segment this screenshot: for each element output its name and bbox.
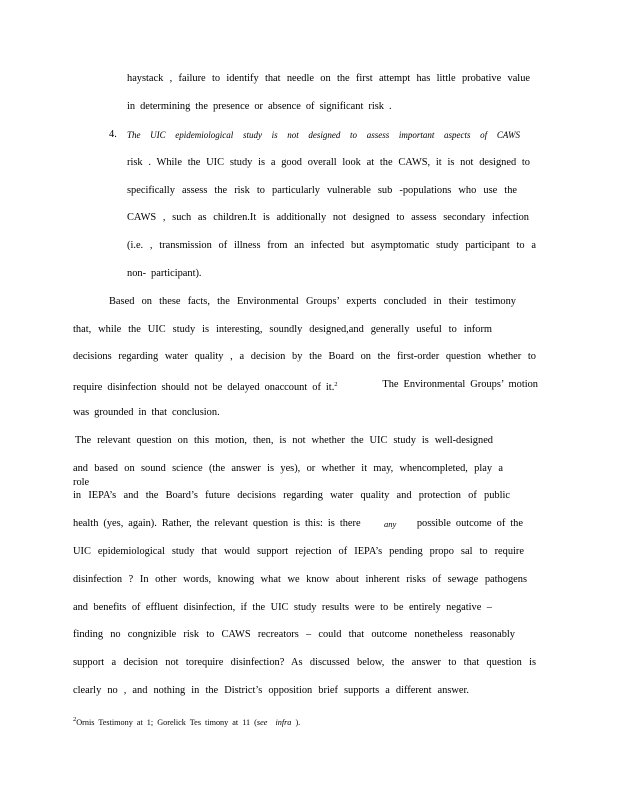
- list-number: 4.: [109, 129, 117, 140]
- body-line: [73, 517, 523, 531]
- body-line: haystack , failure to identify that needle on the first attempt has little probative value: [127, 73, 530, 84]
- body-text: The Environmental Groups’ motion: [382, 379, 538, 390]
- body-line: [73, 378, 538, 395]
- body-text: health (yes, again). Rather, the relevant question is this: is there: [73, 518, 361, 529]
- body-line: UIC epidemiological study that would support rejection of IEPA’s pending propo sal to require: [73, 546, 524, 557]
- body-line: specifically assess the risk to particularly vulnerable sub -populations who use the: [127, 185, 517, 196]
- body-line: The relevant question on this motion, then, is not whether the UIC study is well-designed: [75, 435, 493, 446]
- footnote: [73, 714, 300, 729]
- item-heading: The UIC epidemiological study is not designed to assess important aspects of CAWS: [127, 130, 520, 140]
- footnote-marker: 2: [73, 716, 77, 723]
- body-line: in determining the presence or absence of significant risk .: [127, 101, 392, 112]
- footnote-infra: infra: [275, 718, 292, 727]
- body-line: and benefits of effluent disinfection, if the UIC study results were to be entirely negative –: [73, 602, 492, 613]
- body-text: possible outcome of the: [416, 518, 523, 529]
- body-line: support a decision not torequire disinfection? As discussed below, the answer to that question is: [73, 657, 536, 668]
- body-line: and based on sound science (the answer is yes), or whether it may, whencompleted, play a role: [73, 463, 503, 488]
- body-line: non- participant).: [127, 268, 202, 279]
- body-line: was grounded in that conclusion.: [73, 407, 220, 418]
- footnote-ref: 2: [334, 381, 338, 388]
- body-line: decisions regarding water quality , a decision by the Board on the first-order question whether to: [73, 351, 536, 362]
- body-line: (i.e. , transmission of illness from an infected but asymptomatic study participant to a: [127, 240, 536, 251]
- body-line: that, while the UIC study is interesting, soundly designed,and generally useful to inform: [73, 324, 492, 335]
- body-line: disinfection ? In other words, knowing what we know about inherent risks of sewage pathogens: [73, 574, 527, 585]
- body-text: require disinfection should not be delayed onaccount of it.: [73, 382, 335, 393]
- footnote-see: see: [256, 718, 268, 727]
- body-line: clearly no , and nothing in the District’s opposition brief supports a different answer.: [73, 685, 469, 696]
- body-line: finding no congnizible risk to CAWS recreators – could that outcome nonetheless reasonably: [73, 629, 515, 640]
- body-line: in IEPA’s and the Board’s future decisions regarding water quality and protection of public: [73, 490, 510, 501]
- body-line: Based on these facts, the Environmental Groups’ experts concluded in their testimony: [109, 296, 516, 307]
- footnote-text: Ornis Testimony at 1; Gorelick Tes timony at 11 (: [76, 718, 257, 727]
- body-line: CAWS , such as children.It is additionally not designed to assess secondary infection: [127, 212, 529, 223]
- body-line: risk . While the UIC study is a good overall look at the CAWS, it is not designed to: [127, 157, 530, 168]
- emphasis-text: any: [384, 519, 397, 529]
- footnote-text-end: ).: [291, 718, 301, 727]
